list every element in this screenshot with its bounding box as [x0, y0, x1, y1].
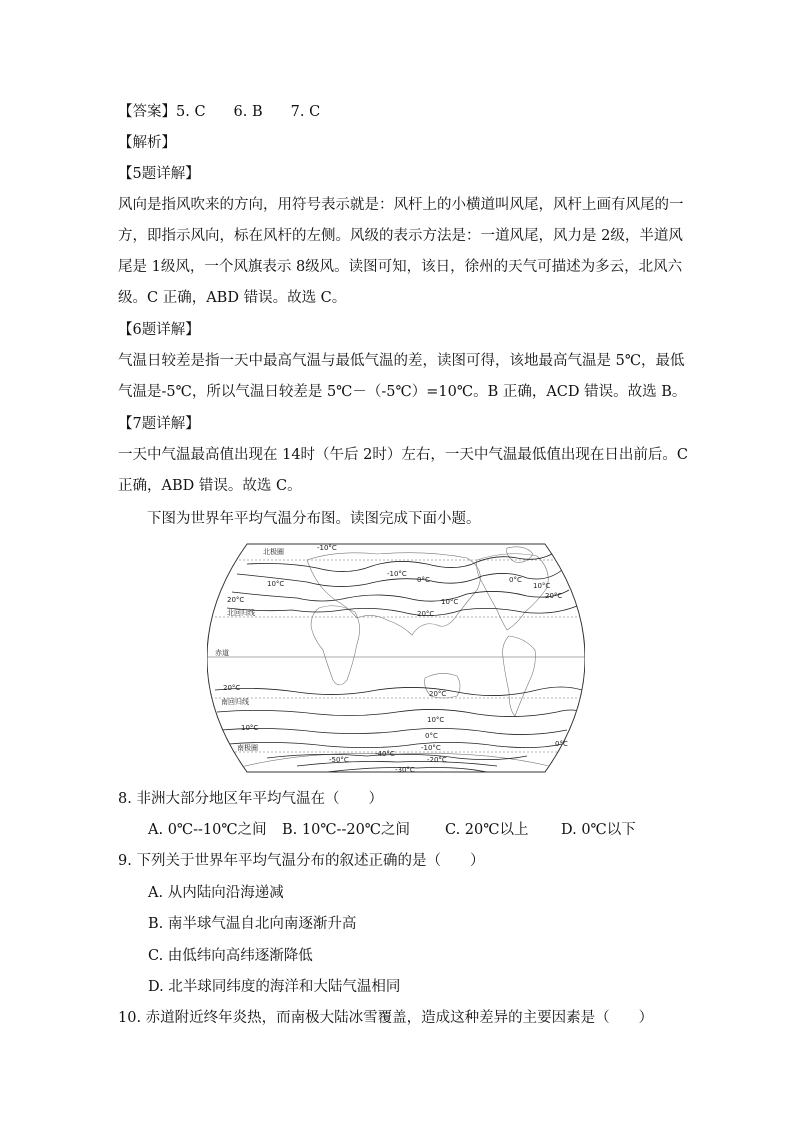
- label-n-20ne: 20°C: [545, 592, 563, 600]
- world-temperature-map: [207, 540, 585, 776]
- answer-tag: 【答案】: [118, 104, 176, 120]
- label-n-0: 0°C: [417, 576, 430, 584]
- q5-explanation: [118, 190, 684, 314]
- q8-option-b: B. 10℃--20℃之间: [282, 822, 411, 838]
- map-intro: 下图为世界年平均气温分布图。读图完成下面小题。: [147, 511, 481, 527]
- q7-heading: 【7题详解】: [118, 416, 200, 432]
- answer-5: 5. C: [176, 104, 206, 120]
- q7-line: 正确，ABD 错误。故选 C。: [118, 478, 302, 494]
- q7-line: 一天中气温最高值出现在 14时（午后 2时）左右，一天中气温最低值出现在日出前后。C: [118, 447, 688, 463]
- q6-line: 气温日较差是指一天中最高气温与最低气温的差，读图可得，该地最高气温是 5℃，最低: [118, 353, 685, 369]
- label-n-m10: -10°C: [317, 544, 337, 552]
- q7-explanation: [118, 440, 688, 502]
- q6-heading: 【6题详解】: [118, 322, 200, 338]
- q5-line: 尾是 1级风，一个风旗表示 8级风。读图可知，该日，徐州的天气可描述为多云，北风六: [118, 259, 683, 275]
- q5-line: 级。C 正确，ABD 错误。故选 C。: [118, 290, 347, 306]
- q9-option-d: D. 北半球同纬度的海洋和大陆气温相同: [148, 979, 401, 995]
- label-antarctic: 南极圈: [237, 744, 258, 752]
- label-n-10ne: 10°C: [533, 582, 551, 590]
- answer-7: 7. C: [290, 104, 321, 120]
- q9-option-b: B. 南半球气温自北向南逐渐升高: [148, 916, 357, 932]
- label-s-m20: -20°C: [427, 756, 447, 764]
- label-s-20w: 20°C: [223, 684, 241, 692]
- q5-heading: 【5题详解】: [118, 166, 200, 182]
- label-n-10e: 10°C: [441, 598, 459, 606]
- label-s-m30: -30°C: [395, 766, 415, 774]
- label-capricorn: 南回归线: [221, 698, 249, 706]
- q8-stem: 8. 非洲大部分地区年平均气温在（ ）: [118, 791, 383, 807]
- q9-option-a: A. 从内陆向沿海递减: [148, 885, 284, 901]
- label-cancer: 北回归线: [227, 609, 255, 617]
- q9-stem: 9. 下列关于世界年平均气温分布的叙述正确的是（ ）: [118, 853, 485, 869]
- label-s-10: 10°C: [427, 716, 445, 724]
- label-s-m10: -10°C: [421, 744, 441, 752]
- label-n-20e: 20°C: [417, 610, 435, 618]
- q5-line: 风向是指风吹来的方向，用符号表示就是：风杆上的小横道叫风尾，风杆上画有风尾的一: [118, 197, 684, 213]
- label-n-10w: 10°C: [267, 580, 285, 588]
- answer-6: 6. B: [233, 104, 263, 120]
- q8-option-d: D. 0℃以下: [561, 822, 636, 838]
- label-n-m10b: -10°C: [387, 570, 407, 578]
- q8-option-c: C. 20℃以上: [445, 822, 529, 838]
- q10-stem: 10. 赤道附近终年炎热，而南极大陆冰雪覆盖，造成这种差异的主要因素是（ ）: [118, 1010, 654, 1026]
- q9-option-c: C. 由低纬向高纬逐渐降低: [148, 948, 313, 964]
- q6-line: 气温是-5℃，所以气温日较差是 5℃－（-5℃）=10℃。B 正确，ACD 错误。故选 B。: [118, 384, 687, 400]
- label-s-20: 20°C: [429, 690, 447, 698]
- q5-line: 方，即指示风向，标在风杆的左侧。风级的表示方法是：一道风尾，风力是 2级，半道风: [118, 228, 683, 244]
- label-arctic: 北极圈: [263, 548, 284, 556]
- answer-line: [118, 102, 320, 122]
- label-n-20w: 20°C: [227, 596, 245, 604]
- q8-option-a: A. 0℃--10℃之间: [148, 822, 267, 838]
- analysis-heading: 【解析】: [118, 135, 176, 151]
- q6-explanation: [118, 346, 687, 408]
- label-s-m40: -40°C: [375, 750, 395, 758]
- label-s-0e: 0°C: [555, 740, 568, 748]
- label-s-0: 0°C: [425, 732, 438, 740]
- label-equator: 赤道: [215, 649, 229, 657]
- label-s-m50: -50°C: [329, 756, 349, 764]
- label-s-10w: 10°C: [241, 724, 259, 732]
- label-n-0e: 0°C: [509, 576, 522, 584]
